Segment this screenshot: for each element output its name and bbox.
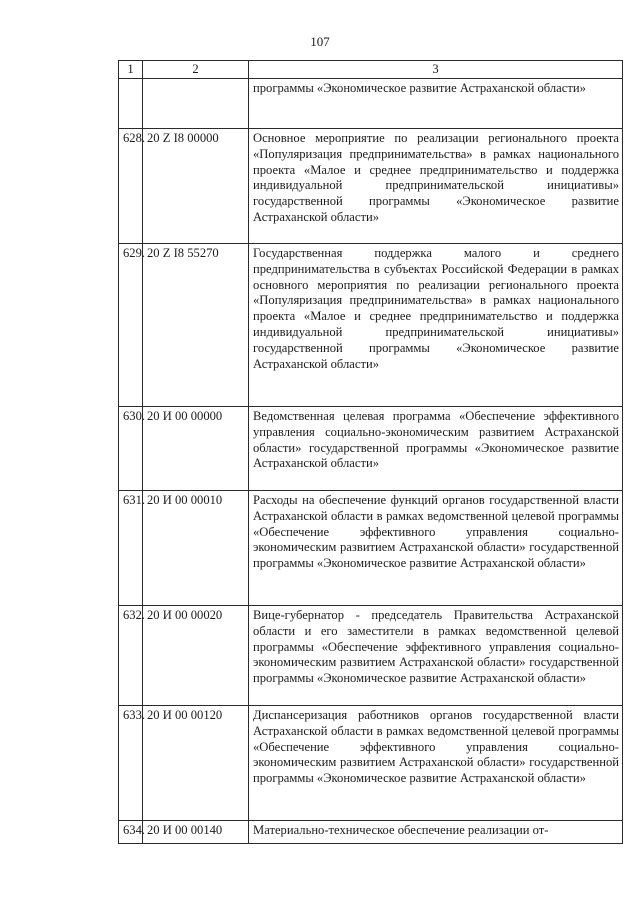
row-number: 628. <box>119 129 143 244</box>
row-number: 633. <box>119 706 143 821</box>
row-code <box>143 79 249 129</box>
row-number <box>119 79 143 129</box>
table-row <box>119 606 623 706</box>
page-number: 107 <box>310 34 330 49</box>
column-header-1: 1 <box>119 61 143 79</box>
row-code: 20 И 00 00000 <box>143 407 249 491</box>
column-header-3: 3 <box>249 61 623 79</box>
row-description: Расходы на обеспечение функций органов государственной власти Астраханской области в рамках ведомственной целевой программы «Обеспечение эффективного управления социально-экономическим развитием Астраханской области» государственной программы «Экономическое развитие Астраханской области» <box>249 491 623 606</box>
row-code: 20 И 00 00020 <box>143 606 249 706</box>
table-row <box>119 491 623 606</box>
budget-classification-table <box>118 60 623 844</box>
row-code: 20 И 00 00140 <box>143 821 249 844</box>
row-description: Ведомственная целевая программа «Обеспечение эффективного управления социально-экономическим развитием Астраханской области» государственной программы «Экономическое развитие Астраханской области» <box>249 407 623 491</box>
row-description: Диспансеризация работников органов государственной власти Астраханской области в рамках ведомственной целевой программы «Обеспечение эффективного управления социально-экономическим развитием Астраханской области» государственной программы «Экономическое развитие Астраханской области» <box>249 706 623 821</box>
row-description: Материально-техническое обеспечение реализации от- <box>249 821 623 844</box>
row-description: Государственная поддержка малого и среднего предпринимательства в субъектах Российской Федерации в рамках основного мероприятия по реализации регионального проекта «Популяризация предпринимательства» в рамках национального проекта «Малое и среднее предпринимательство и поддержка индивидуальной предпринимательской инициативы» государственной программы «Экономическое развитие Астраханской области» <box>249 244 623 407</box>
table-row <box>119 244 623 407</box>
table-row <box>119 407 623 491</box>
row-code: 20 Z I8 55270 <box>143 244 249 407</box>
row-code: 20 И 00 00120 <box>143 706 249 821</box>
row-code: 20 И 00 00010 <box>143 491 249 606</box>
row-description: программы «Экономическое развитие Астраханской области» <box>249 79 623 129</box>
row-number: 634. <box>119 821 143 844</box>
row-description: Вице-губернатор - председатель Правительства Астраханской области и его заместители в рамках ведомственной целевой программы «Обеспечение эффективного управления социально-экономическим развитием Астраханской области» государственной программы «Экономическое развитие Астраханской области» <box>249 606 623 706</box>
table-row <box>119 79 623 129</box>
row-number: 632. <box>119 606 143 706</box>
table-row <box>119 129 623 244</box>
row-code: 20 Z I8 00000 <box>143 129 249 244</box>
row-number: 630. <box>119 407 143 491</box>
table-row <box>119 821 623 844</box>
table-row <box>119 706 623 821</box>
table-header-row <box>119 61 623 79</box>
row-number: 631. <box>119 491 143 606</box>
row-description: Основное мероприятие по реализации регионального проекта «Популяризация предпринимательства» в рамках национального проекта «Малое и среднее предпринимательство и поддержка индивидуальной предпринимательской инициативы» государственной программы «Экономическое развитие Астраханской области» <box>249 129 623 244</box>
row-number: 629. <box>119 244 143 407</box>
column-header-2: 2 <box>143 61 249 79</box>
